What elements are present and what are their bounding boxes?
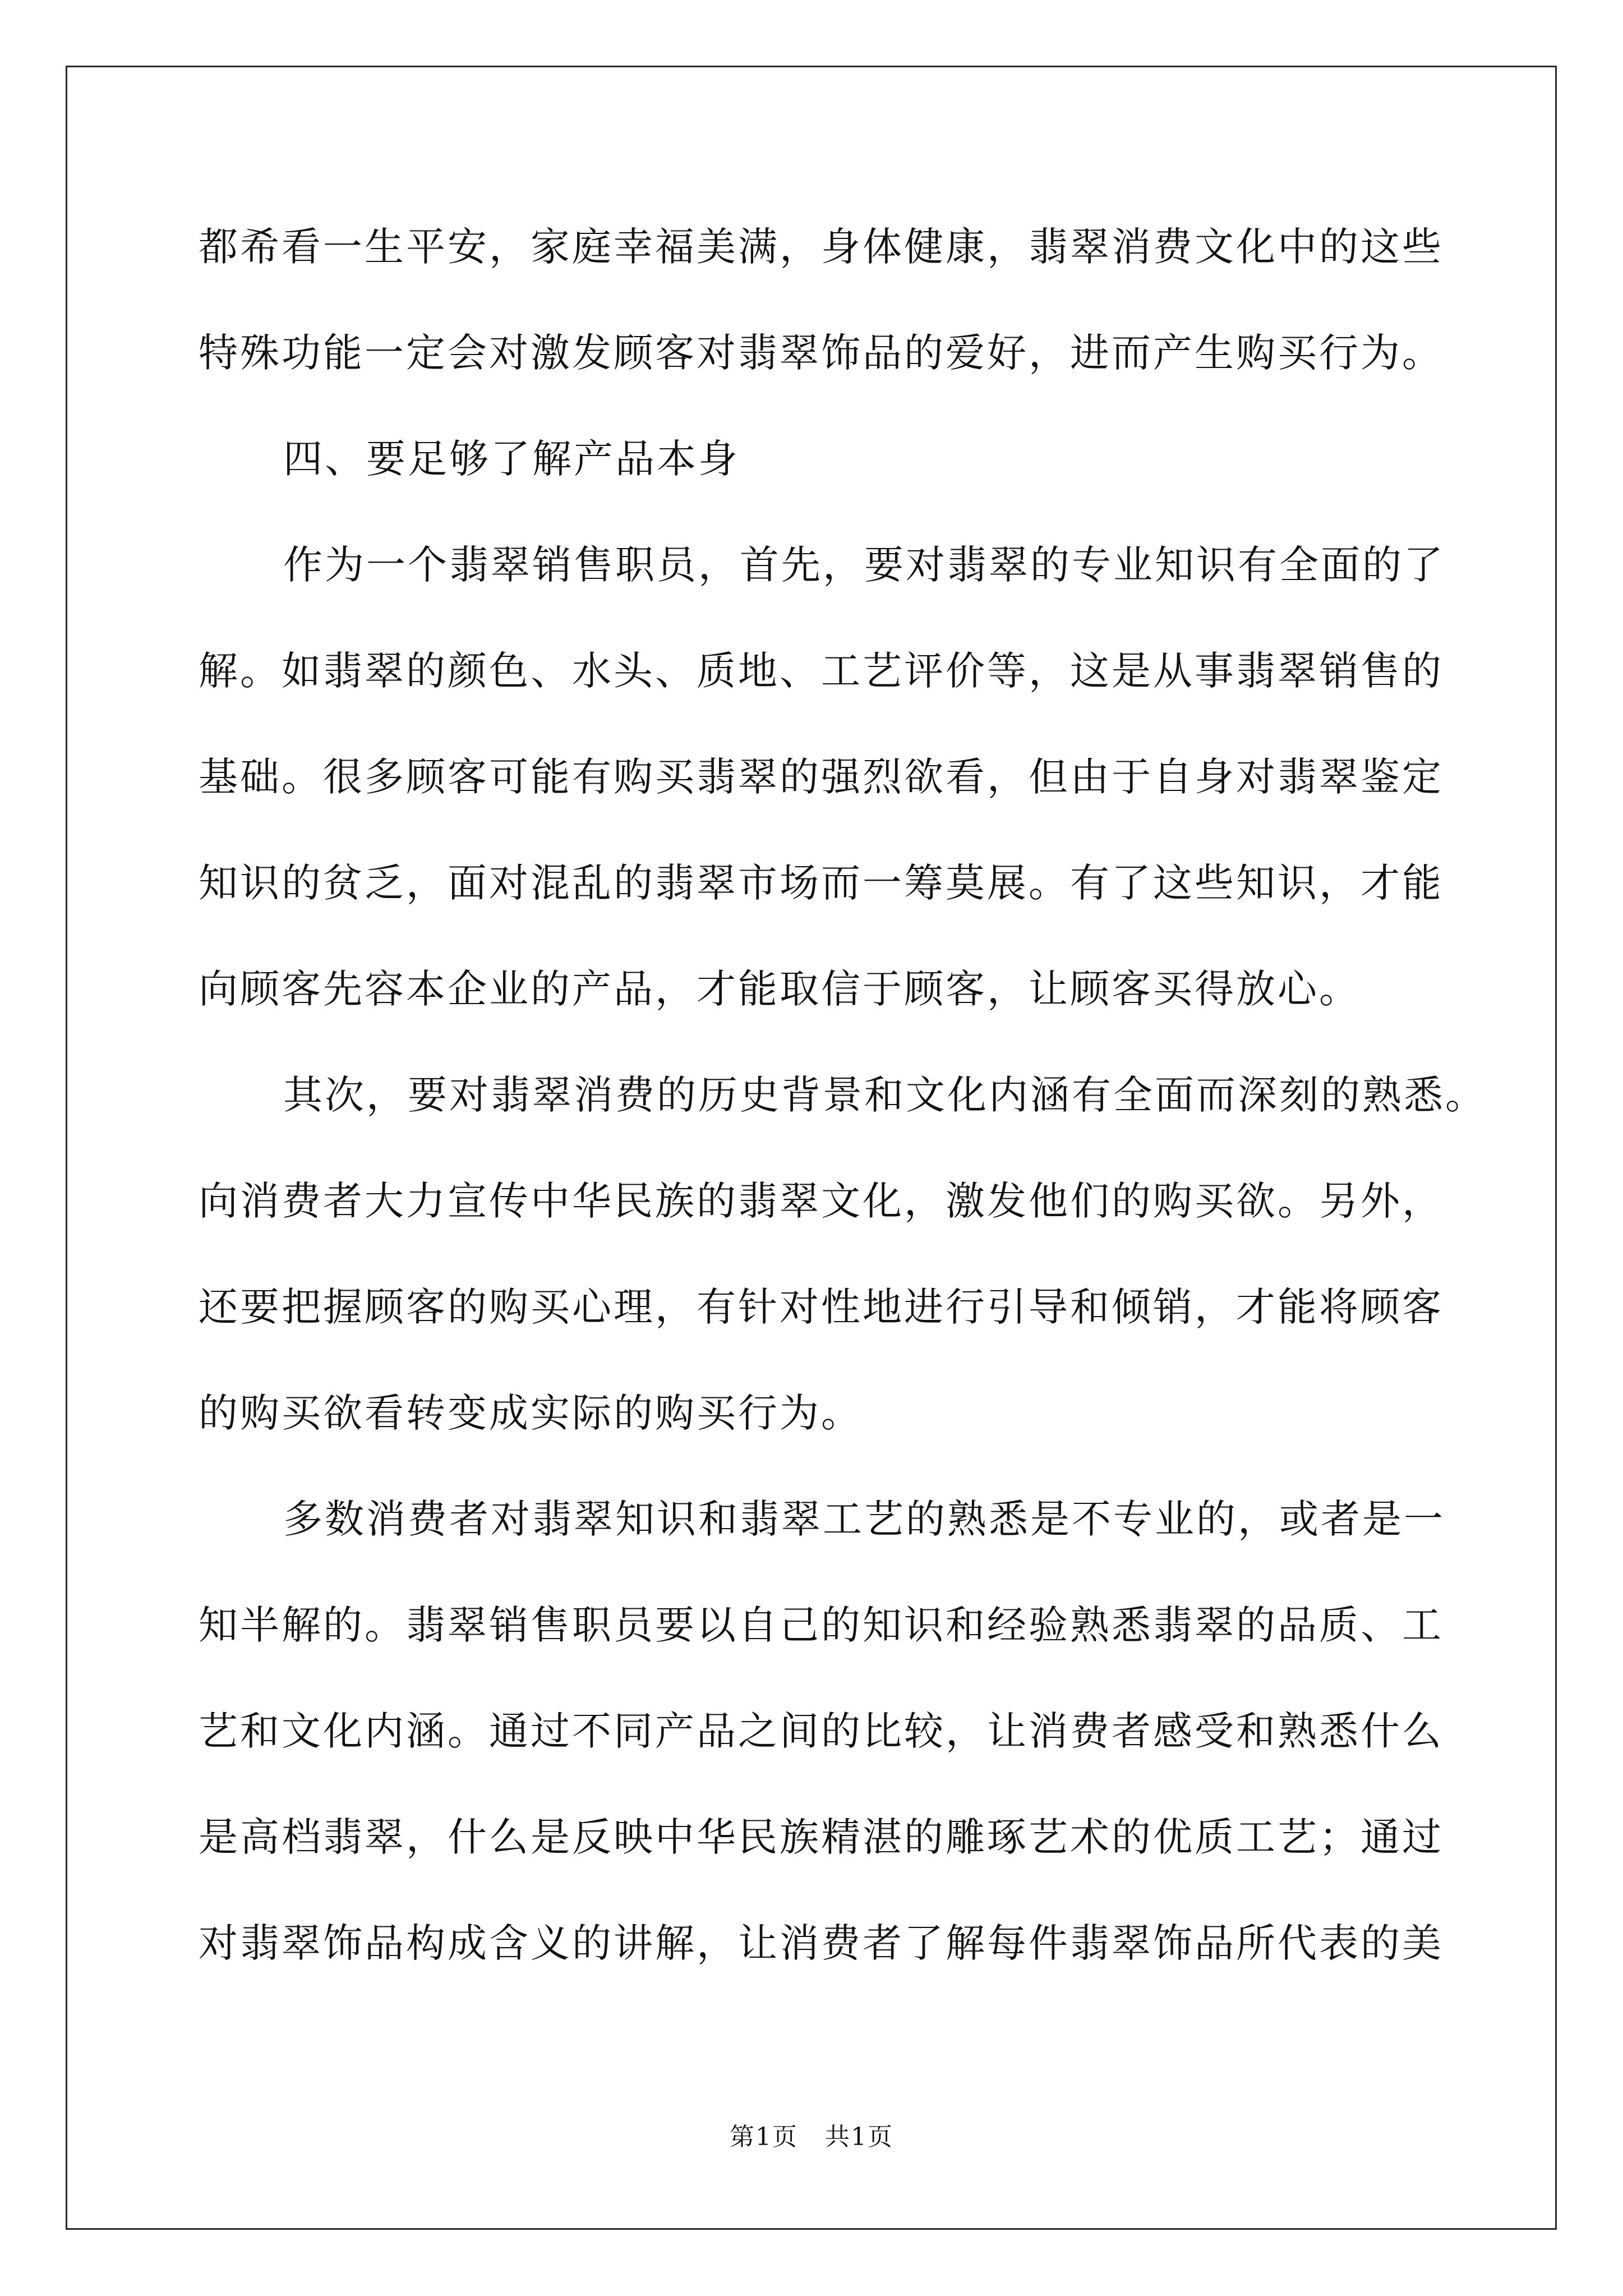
text-line: 的购买欲看转变成实际的购买行为。 (199, 1390, 863, 1436)
text-line: 特殊功能一定会对激发顾客对翡翠饰品的爱好，进而产生购买行为。 (199, 330, 1444, 376)
text-line: 解。如翡翠的颜色、水头、质地、工艺评价等，这是从事翡翠销售的 (199, 648, 1444, 694)
text-line: 知识的贫乏，面对混乱的翡翠市场而一筹莫展。有了这些知识，才能 (199, 860, 1444, 906)
section-heading: 四、要足够了解产品本身 (283, 436, 740, 482)
text-line: 向顾客先容本企业的产品，才能取信于顾客，让顾客买得放心。 (199, 966, 1361, 1012)
text-line: 都希看一生平安，家庭幸福美满，身体健康，翡翠消费文化中的这些 (199, 224, 1444, 270)
text-line: 向消费者大力宣传中华民族的翡翠文化，激发他们的购买欲。另外， (199, 1178, 1444, 1224)
text-line: 知半解的。翡翠销售职员要以自己的知识和经验熟悉翡翠的品质、工 (199, 1602, 1444, 1648)
text-line: 基础。很多顾客可能有购买翡翠的强烈欲看，但由于自身对翡翠鉴定 (199, 754, 1444, 800)
page-footer: 第1页 共1页 (730, 2123, 893, 2151)
text-line: 对翡翠饰品构成含义的讲解，让消费者了解每件翡翠饰品所代表的美 (199, 1920, 1444, 1966)
text-line: 是高档翡翠，什么是反映中华民族精湛的雕琢艺术的优质工艺；通过 (199, 1814, 1444, 1860)
paragraph-start-line: 多数消费者对翡翠知识和翡翠工艺的熟悉是不专业的，或者是一 (283, 1496, 1445, 1542)
paragraph-start-line: 作为一个翡翠销售职员，首先，要对翡翠的专业知识有全面的了 (283, 542, 1445, 588)
text-line: 还要把握顾客的购买心理，有针对性地进行引导和倾销，才能将顾客 (199, 1284, 1444, 1330)
paragraph-start-line: 其次，要对翡翠消费的历史背景和文化内涵有全面而深刻的熟悉。 (283, 1072, 1487, 1118)
document-body (199, 213, 1487, 2016)
text-line: 艺和文化内涵。通过不同产品之间的比较，让消费者感受和熟悉什么 (199, 1708, 1444, 1754)
